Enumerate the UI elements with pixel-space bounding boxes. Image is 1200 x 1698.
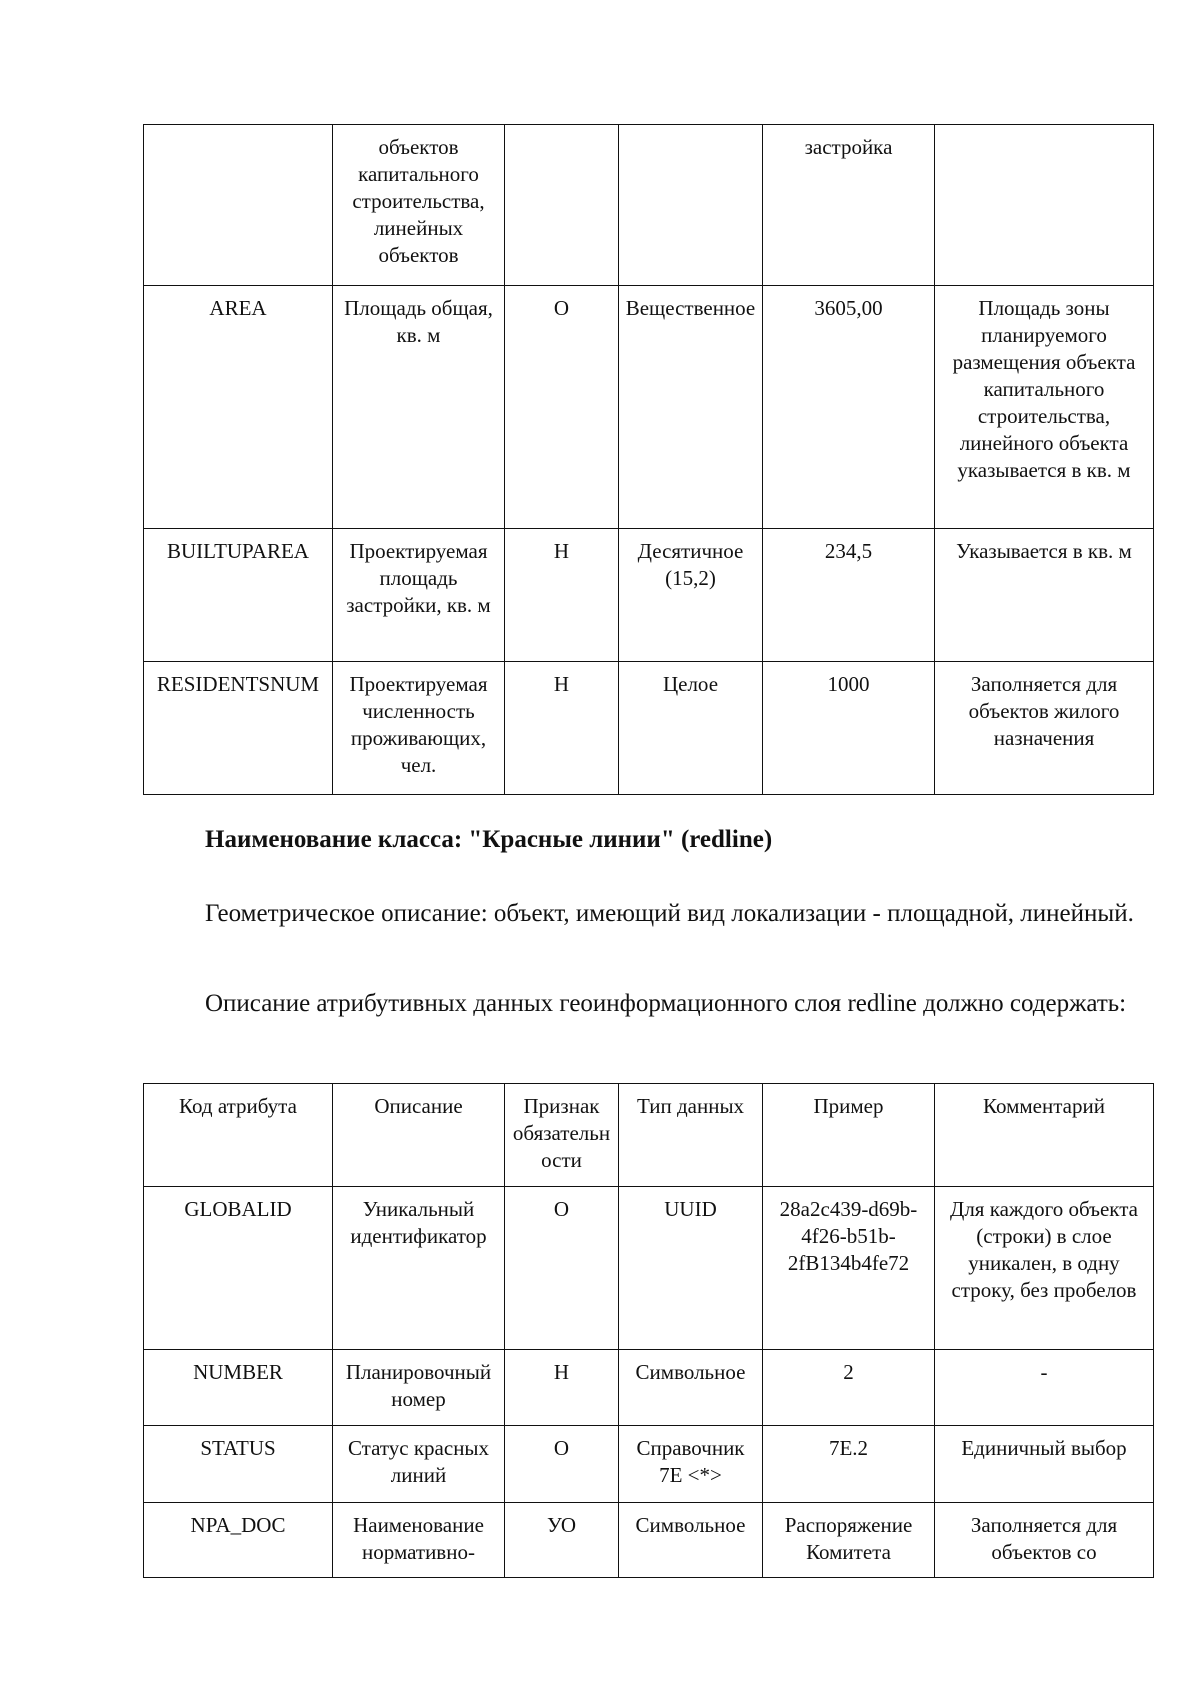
comment-cell: Для каждого объекта (строки) в слое уникален, в одну строку, без пробелов xyxy=(935,1187,1154,1350)
description-cell: Статус красных линий xyxy=(333,1426,505,1503)
data-type-cell: Символьное xyxy=(619,1350,763,1426)
example-cell: 2 xyxy=(763,1350,935,1426)
required-flag-cell: О xyxy=(505,1426,619,1503)
description-cell: Площадь общая, кв. м xyxy=(333,286,505,529)
required-flag-cell: Н xyxy=(505,529,619,662)
table-row xyxy=(144,1426,1154,1503)
attribute-code-cell xyxy=(144,125,333,286)
class-heading: Наименование класса: "Красные линии" (redline) xyxy=(205,826,773,853)
comment-cell: - xyxy=(935,1350,1154,1426)
header-example: Пример xyxy=(763,1084,935,1187)
attribute-description-paragraph: Описание атрибутивных данных геоинформационного слоя redline должно содержать: xyxy=(205,990,1127,1017)
comment-cell: Площадь зоны планируемого размещения объекта капитального строительства, линейного объекта указывается в кв. м xyxy=(935,286,1154,529)
data-type-cell: Символьное xyxy=(619,1503,763,1578)
example-cell: застройка xyxy=(763,125,935,286)
required-flag-cell xyxy=(505,125,619,286)
table-row xyxy=(144,1503,1154,1578)
data-type-cell: UUID xyxy=(619,1187,763,1350)
table-row xyxy=(144,1350,1154,1426)
required-flag-cell: Н xyxy=(505,662,619,795)
comment-cell: Единичный выбор xyxy=(935,1426,1154,1503)
example-cell: 1000 xyxy=(763,662,935,795)
data-type-cell: Вещественное xyxy=(619,286,763,529)
data-type-cell: Целое xyxy=(619,662,763,795)
data-type-cell: Справочник 7Е <*> xyxy=(619,1426,763,1503)
table-row xyxy=(144,286,1154,529)
data-type-cell xyxy=(619,125,763,286)
attribute-code-cell: GLOBALID xyxy=(144,1187,333,1350)
description-cell: Уникальный идентификатор xyxy=(333,1187,505,1350)
required-flag-cell: УО xyxy=(505,1503,619,1578)
required-flag-cell: О xyxy=(505,1187,619,1350)
example-cell: 7Е.2 xyxy=(763,1426,935,1503)
description-cell: Наименование нормативно- xyxy=(333,1503,505,1578)
example-cell: Распоряжение Комитета xyxy=(763,1503,935,1578)
example-cell: 3605,00 xyxy=(763,286,935,529)
description-cell: объектов капитального строительства, линейных объектов xyxy=(333,125,505,286)
attribute-code-cell: AREA xyxy=(144,286,333,529)
attribute-code-cell: BUILTUPAREA xyxy=(144,529,333,662)
header-data-type: Тип данных xyxy=(619,1084,763,1187)
example-cell: 28a2c439-d69b-4f26-b51b-2fB134b4fe72 xyxy=(763,1187,935,1350)
comment-cell: Указывается в кв. м xyxy=(935,529,1154,662)
required-flag-cell: Н xyxy=(505,1350,619,1426)
attribute-code-cell: NPA_DOC xyxy=(144,1503,333,1578)
geometry-description-paragraph: Геометрическое описание: объект, имеющий вид локализации - площадной, линейный. xyxy=(205,900,1134,927)
table-row xyxy=(144,529,1154,662)
description-cell: Проектируемая площадь застройки, кв. м xyxy=(333,529,505,662)
attribute-code-cell: STATUS xyxy=(144,1426,333,1503)
comment-cell: Заполняется для объектов со xyxy=(935,1503,1154,1578)
attribute-table-continued xyxy=(143,124,1154,795)
attribute-code-cell: NUMBER xyxy=(144,1350,333,1426)
table-row xyxy=(144,662,1154,795)
table-header-row xyxy=(144,1084,1154,1187)
required-flag-cell: О xyxy=(505,286,619,529)
table-row xyxy=(144,1187,1154,1350)
comment-cell: Заполняется для объектов жилого назначения xyxy=(935,662,1154,795)
example-cell: 234,5 xyxy=(763,529,935,662)
table-row xyxy=(144,125,1154,286)
description-cell: Планировочный номер xyxy=(333,1350,505,1426)
attribute-code-cell: RESIDENTSNUM xyxy=(144,662,333,795)
header-attribute-code: Код атрибута xyxy=(144,1084,333,1187)
comment-cell xyxy=(935,125,1154,286)
header-required-flag: Признак обязательности xyxy=(505,1084,619,1187)
description-cell: Проектируемая численность проживающих, чел. xyxy=(333,662,505,795)
redline-attribute-table xyxy=(143,1083,1154,1578)
header-comment: Комментарий xyxy=(935,1084,1154,1187)
header-description: Описание xyxy=(333,1084,505,1187)
data-type-cell: Десятичное (15,2) xyxy=(619,529,763,662)
